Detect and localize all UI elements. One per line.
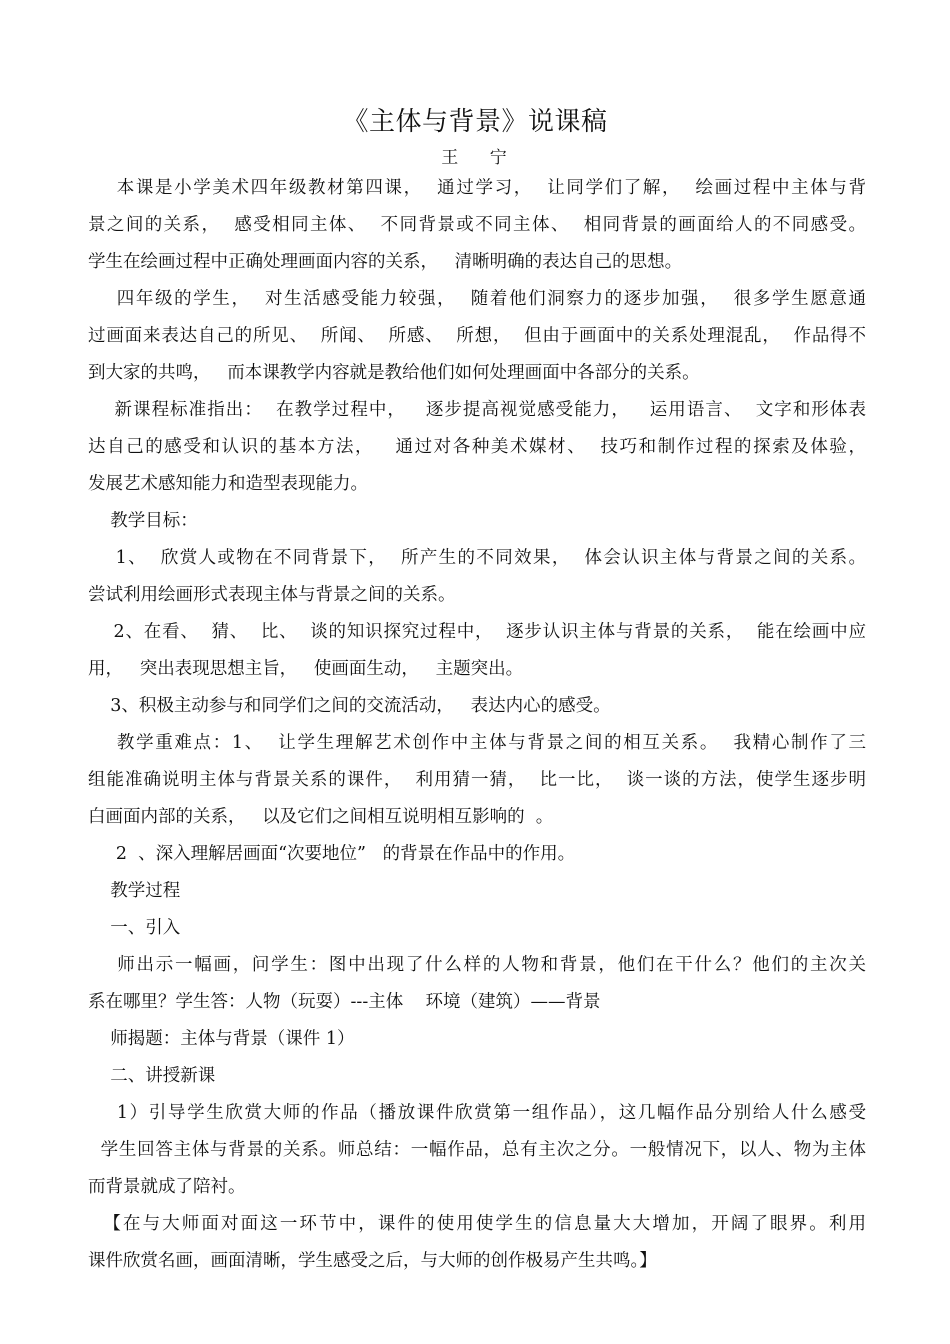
section-heading: 教学目标： [88, 511, 198, 531]
author-name: 王 宁 [441, 148, 509, 168]
paragraph-line: 教学重难点：1、 让学生理解艺术创作中主体与背景之间的相互关系。 我精心制作了三 [88, 733, 866, 753]
paragraph-line: 学生在绘画过程中正确处理画面内容的关系， 清晰明确的表达自己的思想。 [88, 252, 683, 272]
paragraph-line: 1、 欣赏人或物在不同背景下， 所产生的不同效果， 体会认识主体与背景之间的关系。 [88, 548, 866, 568]
paragraph-line: 学生回答主体与背景的关系。师总结：一幅作品，总有主次之分。一般情况下，以人、物为主体 [88, 1140, 866, 1160]
section-heading: 教学过程 [88, 881, 181, 901]
paragraph-line: 用， 突出表现思想主旨， 使画面生动， 主题突出。 [88, 659, 524, 679]
paragraph-line: 而背景就成了陪衬。 [88, 1177, 246, 1197]
paragraph-line: 本课是小学美术四年级教材第四课， 通过学习， 让同学们了解， 绘画过程中主体与背 [88, 178, 866, 198]
document-title: 《主体与背景》说课稿 [342, 107, 608, 137]
paragraph-line: 2、在看、 猜、 比、 谈的知识探究过程中， 逐步认识主体与背景的关系， 能在绘画中应 [88, 622, 866, 642]
paragraph-line: 2 、深入理解居画面“次要地位” 的背景在作品中的作用。 [88, 844, 576, 864]
paragraph-line: 组能准确说明主体与背景关系的课件， 利用猜一猜， 比一比， 谈一谈的方法，使学生逐步明 [88, 770, 866, 790]
paragraph-line: 景之间的关系， 感受相同主体、 不同背景或不同主体、 相同背景的画面给人的不同感受。 [88, 215, 866, 235]
paragraph-line: 尝试利用绘画形式表现主体与背景之间的关系。 [88, 585, 456, 605]
paragraph-line: 白画面内部的关系， 以及它们之间相互说明相互影响的 。 [88, 807, 554, 827]
paragraph-line: 师揭题：主体与背景（课件 1） [88, 1029, 355, 1049]
paragraph-line: 达自己的感受和认识的基本方法， 通过对各种美术媒材、 技巧和制作过程的探索及体验， [88, 437, 866, 457]
paragraph-line: 【在与大师面对面这一环节中，课件的使用使学生的信息量大大增加，开阔了眼界。利用 [88, 1214, 866, 1234]
paragraph-line: 到大家的共鸣， 而本课教学内容就是教给他们如何处理画面中各部分的关系。 [88, 363, 700, 383]
paragraph-line: 新课程标准指出： 在教学过程中， 逐步提高视觉感受能力， 运用语言、 文字和形体表 [88, 400, 866, 420]
section-heading: 一、引入 [88, 918, 181, 938]
section-heading: 二、讲授新课 [88, 1066, 216, 1086]
paragraph-line: 四年级的学生， 对生活感受能力较强， 随着他们洞察力的逐步加强， 很多学生愿意通 [88, 289, 866, 309]
paragraph-line: 发展艺术感知能力和造型表现能力。 [88, 474, 368, 494]
paragraph-line: 系在哪里？学生答：人物（玩耍）---主体 环境（建筑）——背景 [88, 992, 601, 1012]
paragraph-line: 过画面来表达自己的所见、 所闻、 所感、 所想， 但由于画面中的关系处理混乱， 作品得不 [88, 326, 866, 346]
paragraph-line: 师出示一幅画，问学生：图中出现了什么样的人物和背景，他们在干什么？他们的主次关 [88, 955, 866, 975]
paragraph-line: 3、积极主动参与和同学们之间的交流活动， 表达内心的感受。 [88, 696, 611, 716]
paragraph-line: 1）引导学生欣赏大师的作品（播放课件欣赏第一组作品），这几幅作品分别给人什么感受 [88, 1103, 866, 1123]
paragraph-line: 课件欣赏名画，画面清晰，学生感受之后，与大师的创作极易产生共鸣。】 [88, 1251, 657, 1271]
